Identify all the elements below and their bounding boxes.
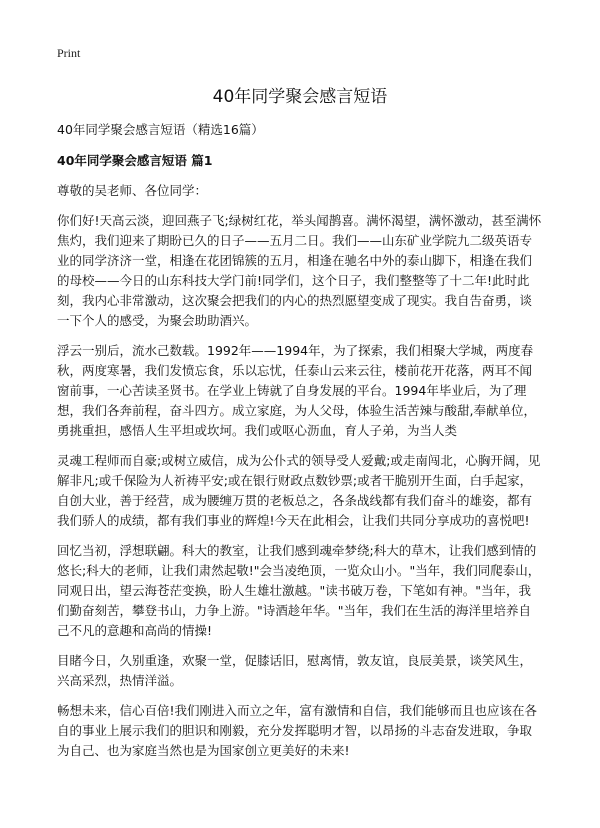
paragraph-4: 回忆当初，浮想联翩。科大的教室，让我们感到魂牵梦绕;科大的草木，让我们感到情的悠长;科大的老师，让我们肃然起敬!"会当凌绝顶，一览众山小。"当年，我们同爬泰山，同观日出，望云海苍茫变换，盼人生雄壮激越。"读书破万卷，下笔如有神。"当年，我们勤奋刻苦，攀登书山，力争上游。"诗酒趁年华。"当年，我们在生活的海洋里培养自己不凡的意趣和高尚的情操!: [57, 543, 541, 638]
paragraph-2: 浮云一别后，流水己数载。1992年——1994年，为了探索，我们相聚大学城，两度春秋，两度寒暑，我们发愤忘食，乐以忘忧，任泰山云来云往，楼前花开花落，两耳不闻窗前事，一心苦读圣贤书。在学业上铸就了自身发展的平台。1994年毕业后，为了理想，我们各奔前程，奋斗四方。成立家庭，为人父母，体验生活苦辣与酸甜,奉献单位，勇挑重担，感悟人生平坦或坎坷。我们或呕心沥血，育人子弟，为当人类: [57, 343, 536, 438]
greeting: 尊敬的吴老师、各位同学：: [57, 183, 208, 198]
paragraph-3: 灵魂工程师而自豪;或树立威信，成为公仆式的领导受人爱戴;或走南闯北，心胸开阔，见解非凡;或千保险为人祈祷平安;或在银行财政点数钞票;或者干脆别开生面，白手起家，自创大业，善于经营，成为腰缠万贯的老板总之，各条战线都有我们奋斗的雄姿，都有我们骄人的成绩，都有我们事业的辉煌!今天在此相会，让我们共同分享成功的喜悦吧!: [57, 453, 541, 528]
paragraph-5: 目睹今日，久别重逢，欢聚一堂，促膝话旧，慰离情，敦友谊，良辰美景，谈笑风生，兴高采烈，热情洋溢。: [57, 653, 533, 688]
document-subtitle: 40年同学聚会感言短语（精选16篇）: [57, 122, 264, 137]
section-heading: 40年同学聚会感言短语 篇1: [57, 153, 213, 168]
paragraph-1: 你们好!天高云淡，迎回燕子飞;绿树红花，举头闻鹊喜。满怀渴望，满怀激动，甚至满怀焦灼，我们迎来了期盼已久的日子——五月二日。我们——山东矿业学院九二级英语专业的同学济济一堂，相逢在花团锦簇的五月，相逢在驰名中外的泰山脚下，相逢在我们的母校——今日的山东科技大学门前!同学们，这个日子，我们整整等了十二年!此时此刻，我内心非常激动，这次聚会把我们的内心的热烈愿望变成了现实。我自告奋勇，谈一下个人的感受，为聚会助助酒兴。: [57, 213, 542, 328]
paragraph-6: 畅想未来，信心百倍!我们刚进入而立之年，富有激情和自信，我们能够而且也应该在各自的事业上展示我们的胆识和刚毅，充分发挥聪明才智，以昂扬的斗志奋发进取，争取为自己、也为家庭当然也是为国家创立更美好的未来!: [57, 703, 538, 758]
document-body: [57, 120, 543, 771]
print-label: Print: [57, 46, 81, 60]
page-title: 40年同学聚会感言短语: [212, 87, 388, 107]
